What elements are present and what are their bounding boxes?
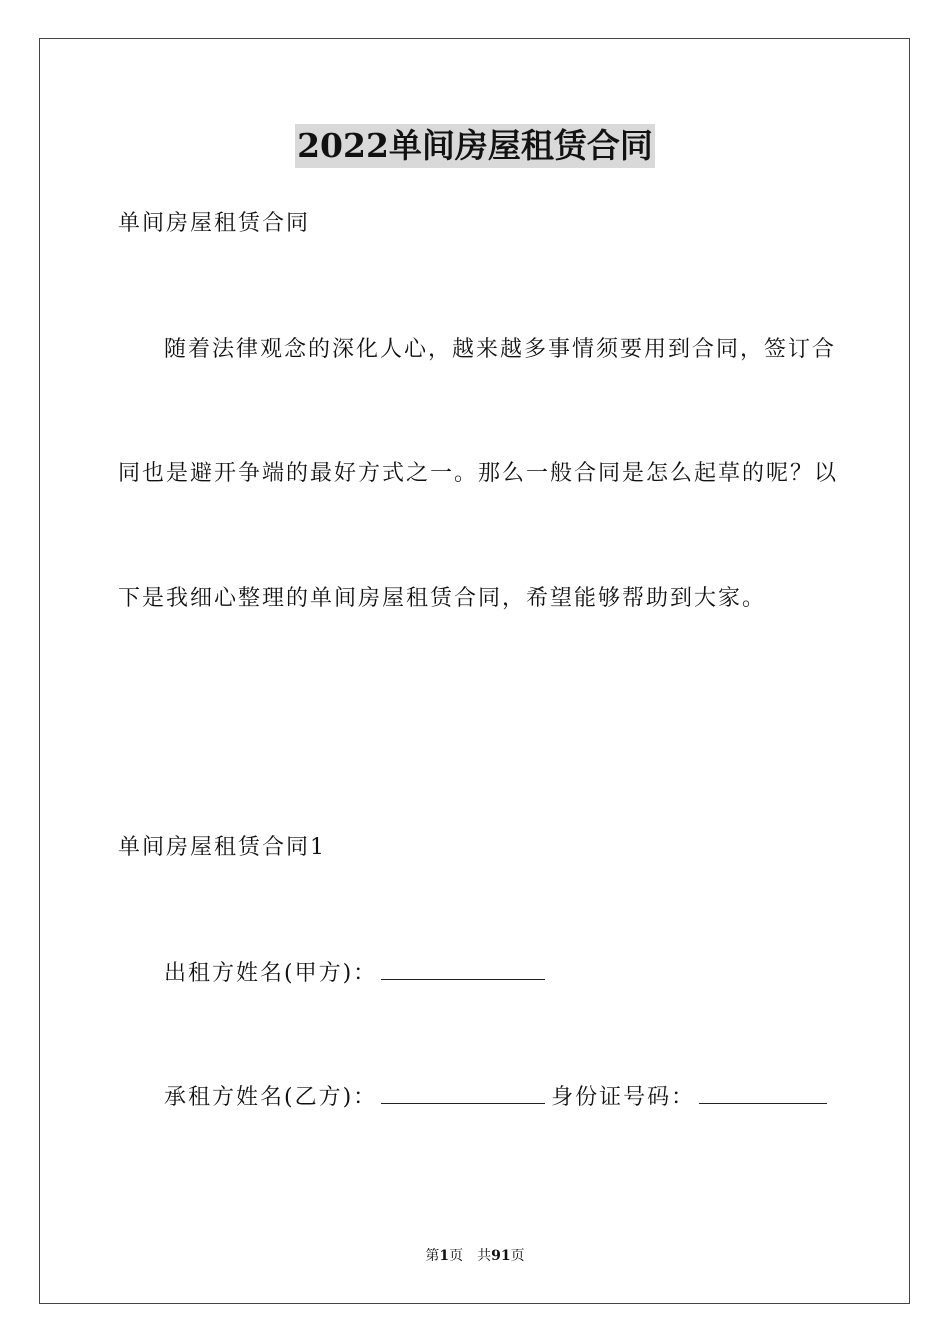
footer-current-page: 1 bbox=[439, 1248, 450, 1264]
id-number-blank[interactable] bbox=[699, 1081, 827, 1104]
lessor-name-blank[interactable] bbox=[381, 957, 545, 980]
lessee-name-blank[interactable] bbox=[381, 1081, 545, 1104]
document-subtitle: 单间房屋租赁合同 bbox=[118, 211, 311, 236]
footer-prefix: 第 bbox=[425, 1248, 440, 1264]
intro-line-3: 下是我细心整理的单间房屋租赁合同，希望能够帮助到大家。 bbox=[118, 586, 767, 611]
footer-suffix: 页 bbox=[510, 1248, 525, 1264]
lessor-name-label: 出租方姓名(甲方)： bbox=[164, 961, 378, 986]
footer-mid: 页 共 bbox=[449, 1248, 492, 1264]
intro-line-2: 同也是避开争端的最好方式之一。那么一般合同是怎么起草的呢？以 bbox=[118, 461, 839, 486]
id-number-label: 身份证号码： bbox=[551, 1085, 696, 1110]
page-footer bbox=[0, 1246, 950, 1266]
lessee-field-row bbox=[164, 1081, 833, 1113]
document-title: 2022单间房屋租赁合同 bbox=[295, 124, 655, 168]
lessor-field-row bbox=[164, 957, 551, 989]
footer-total-pages: 91 bbox=[491, 1248, 511, 1264]
section-heading: 单间房屋租赁合同1 bbox=[118, 835, 326, 860]
lessee-name-label: 承租方姓名(乙方)： bbox=[164, 1085, 378, 1110]
intro-line-1: 随着法律观念的深化人心，越来越多事情须要用到合同，签订合 bbox=[164, 337, 837, 362]
title-container bbox=[0, 124, 950, 168]
